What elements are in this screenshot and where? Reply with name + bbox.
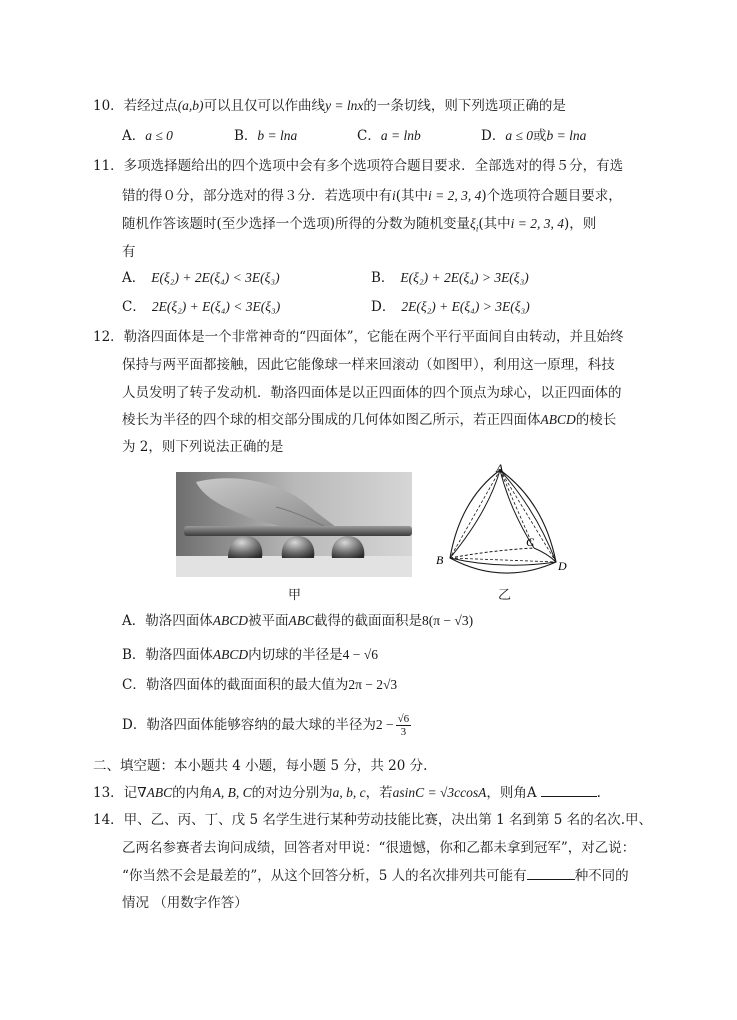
q12-line-2: 保持与两平面都接触，因此它能像球一样来回滚动（如图甲），利用这一原理，科技 xyxy=(122,357,615,373)
q11-option-c xyxy=(122,297,280,317)
q10-option-a xyxy=(122,126,173,146)
q11-option-d xyxy=(371,297,530,317)
q12-option-a-value: 8(π − √3) xyxy=(422,613,474,628)
section-2-title: 二、填空题：本小题共 4 小题，每小题 5 分，共 20 分. xyxy=(93,758,428,774)
q13-triangle: ∇ABC xyxy=(137,785,173,800)
q12-option-d xyxy=(122,710,411,740)
q12-line-4-abcd: ABCD xyxy=(540,412,576,427)
q12-option-d-label: D． xyxy=(122,717,147,733)
q13-sides: a, b, c xyxy=(332,785,366,800)
label-a: A xyxy=(496,461,504,475)
q12-option-d-value: 2 − xyxy=(375,717,394,732)
q11-option-a xyxy=(122,268,280,288)
q10-stem-c: 的一条切线，则下列选项正确的是 xyxy=(363,98,566,114)
q11-line-2 xyxy=(122,186,622,206)
q11-line-3 xyxy=(122,214,596,239)
q12-option-d-numerator: √6 xyxy=(397,713,410,725)
q10-option-c-text: a = lnb xyxy=(380,128,421,143)
figure-jia-caption: 甲 xyxy=(288,588,302,603)
q14-line-4: 情况 （用数字作答） xyxy=(122,895,248,911)
q11-option-b-text: E(ξ₂) + 2E(ξ₄) > 3E(ξ₃) xyxy=(400,270,529,285)
plate-shape xyxy=(184,526,412,536)
q13-angles: A, B, C xyxy=(212,785,252,800)
q12-option-d-denominator: 3 xyxy=(400,726,407,738)
q12-option-b-text-2: 内切球的半径是 xyxy=(248,647,343,663)
q11-line-2-set: i = 2, 3, 4 xyxy=(428,188,482,203)
q14-line-1: 14．甲、乙、丙、丁、戊 5 名学生进行某种劳动技能比赛，决出第 1 名到第 5 名的名次.甲、 xyxy=(93,812,652,828)
q13-text-a: 13．记 xyxy=(93,785,138,801)
q10-option-d-text-2: b = lna xyxy=(546,128,587,143)
q12-option-b-abcd: ABCD xyxy=(212,647,249,662)
label-b: B xyxy=(436,553,444,567)
q11-option-d-text: 2E(ξ₂) + E(ξ₄) > 3E(ξ₃) xyxy=(401,299,530,314)
q14-line-3-a: “你当然不会是最差的”，从这个回答分析，5 人的名次排列共可能有 xyxy=(122,868,527,884)
q10-option-b xyxy=(234,126,297,146)
q11-option-a-label: A． xyxy=(122,270,146,286)
q10-option-b-text: b = lna xyxy=(257,128,298,143)
q10-stem xyxy=(93,96,566,116)
reuleaux-outline xyxy=(450,470,556,573)
q12-option-a xyxy=(122,611,473,631)
q13-text-e: ，则角A xyxy=(486,785,537,801)
q12-option-b-value: 4 − √6 xyxy=(342,647,378,662)
q10-stem-b: 可以且仅可以作曲线 xyxy=(203,98,326,114)
q10-option-d xyxy=(481,126,586,146)
label-d: D xyxy=(558,559,567,573)
figure-yi-caption: 乙 xyxy=(498,588,512,603)
q11-line-4: 有 xyxy=(122,244,136,260)
q13-text-b: 的内角 xyxy=(172,785,213,801)
q11-line-3-b: (其中 xyxy=(478,216,511,232)
q10-option-d-or: 或 xyxy=(533,128,547,144)
figure-yi-diagram xyxy=(432,460,582,580)
q12-option-c-text-1: 勒洛四面体的截面面积的最大值为 xyxy=(145,677,349,693)
figure-jia-photo xyxy=(176,472,412,577)
q12-line-4 xyxy=(122,410,616,430)
q11-line-2-i: i xyxy=(392,188,396,203)
q12-line-3: 人员发明了转子发动机．勒洛四面体是以正四面体的四个顶点为球心，以正四面体的 xyxy=(122,385,622,401)
q12-line-4-a: 棱长为半径的四个球的相交部分围成的几何体如图乙所示，若正四面体 xyxy=(122,412,541,428)
q14-answer-blank[interactable] xyxy=(527,866,575,880)
q14-line-3-b: 种不同的 xyxy=(574,868,629,884)
q12-option-d-text-1: 勒洛四面体能够容纳的最大球的半径为 xyxy=(146,717,376,733)
q11-option-d-label: D． xyxy=(371,299,396,315)
q13-text-d: ，若 xyxy=(365,785,393,801)
q12-line-1: 12．勒洛四面体是一个非常神奇的“四面体”，它能在两个平行平面间自由转动，并且始终 xyxy=(93,329,624,345)
q12-option-d-fraction xyxy=(396,713,412,738)
q12-option-a-abc: ABC xyxy=(288,613,314,628)
q13-answer-blank[interactable] xyxy=(541,783,597,797)
q13-text-c: 的对边分别为 xyxy=(251,785,333,801)
q12-line-4-b: 的棱长 xyxy=(575,412,617,428)
q11-line-3-xi: ξ xyxy=(470,216,476,231)
q12-option-c-value: 2π − 2√3 xyxy=(348,677,398,692)
q10-option-c xyxy=(357,126,421,146)
q11-line-3-c: )，则 xyxy=(564,216,597,232)
q10-option-d-text-1: a ≤ 0 xyxy=(505,128,533,143)
q12-option-a-text-3: 截得的截面面积是 xyxy=(314,613,422,629)
q10-stem-a: 10．若经过点 xyxy=(93,98,178,114)
edge-ab xyxy=(450,470,500,558)
q12-option-c-label: C． xyxy=(122,677,146,693)
q13-stem xyxy=(93,783,601,803)
arc-bc xyxy=(450,548,534,558)
q11-option-b xyxy=(371,268,529,288)
q12-option-a-text-2: 被平面 xyxy=(248,613,289,629)
q13-end: . xyxy=(596,785,601,801)
q14-line-2: 乙两名参赛者去询问成绩，回答者对甲说：“很遗憾，你和乙都未拿到冠军”，对乙说： xyxy=(122,840,636,856)
q11-line-2-b: (其中 xyxy=(395,188,429,204)
figure-jia-svg xyxy=(176,472,412,577)
label-c: C xyxy=(526,535,535,549)
q11-option-c-label: C． xyxy=(122,299,146,315)
q10-point: (a,b) xyxy=(177,98,204,113)
q12-option-a-label: A． xyxy=(122,613,146,629)
q10-option-c-label: C． xyxy=(357,128,381,144)
q14-line-3 xyxy=(122,866,629,886)
q10-option-a-label: A． xyxy=(122,128,146,144)
q10-option-a-text: a ≤ 0 xyxy=(145,128,173,143)
q12-option-a-text-1: 勒洛四面体 xyxy=(145,613,213,629)
q11-line-3-set: i = 2, 3, 4 xyxy=(510,216,564,231)
q13-equation: asinC = √3ccosA xyxy=(392,785,487,800)
q11-line-1: 11．多项选择题给出的四个选项中会有多个选项符合题目要求．全部选对的得５分，有选 xyxy=(93,158,624,174)
q11-option-c-text: 2E(ξ₂) + E(ξ₄) < 3E(ξ₃) xyxy=(151,299,281,314)
q10-curve: y = lnx xyxy=(325,98,364,113)
q11-option-a-text: E(ξ₂) + 2E(ξ₄) < 3E(ξ₃) xyxy=(151,270,280,285)
q12-option-a-abcd: ABCD xyxy=(212,613,248,628)
q11-line-2-c: )个选项符合题目要求， xyxy=(481,188,622,204)
q12-option-b-label: B． xyxy=(122,647,146,663)
q11-line-3-sub: i xyxy=(475,223,479,234)
q12-option-c xyxy=(122,675,397,695)
q10-option-d-label: D． xyxy=(481,128,506,144)
q12-option-b xyxy=(122,645,378,665)
q12-line-5: 为 2，则下列说法正确的是 xyxy=(122,439,284,455)
q10-option-b-label: B． xyxy=(234,128,258,144)
q12-option-b-text-1: 勒洛四面体 xyxy=(145,647,213,663)
q11-option-b-label: B． xyxy=(371,270,395,286)
q11-line-2-a: 错的得０分，部分选对的得３分．若选项中有 xyxy=(122,188,392,204)
q11-line-3-a: 随机作答该题时(至少选择一个选项)所得的分数为随机变量 xyxy=(122,216,471,232)
